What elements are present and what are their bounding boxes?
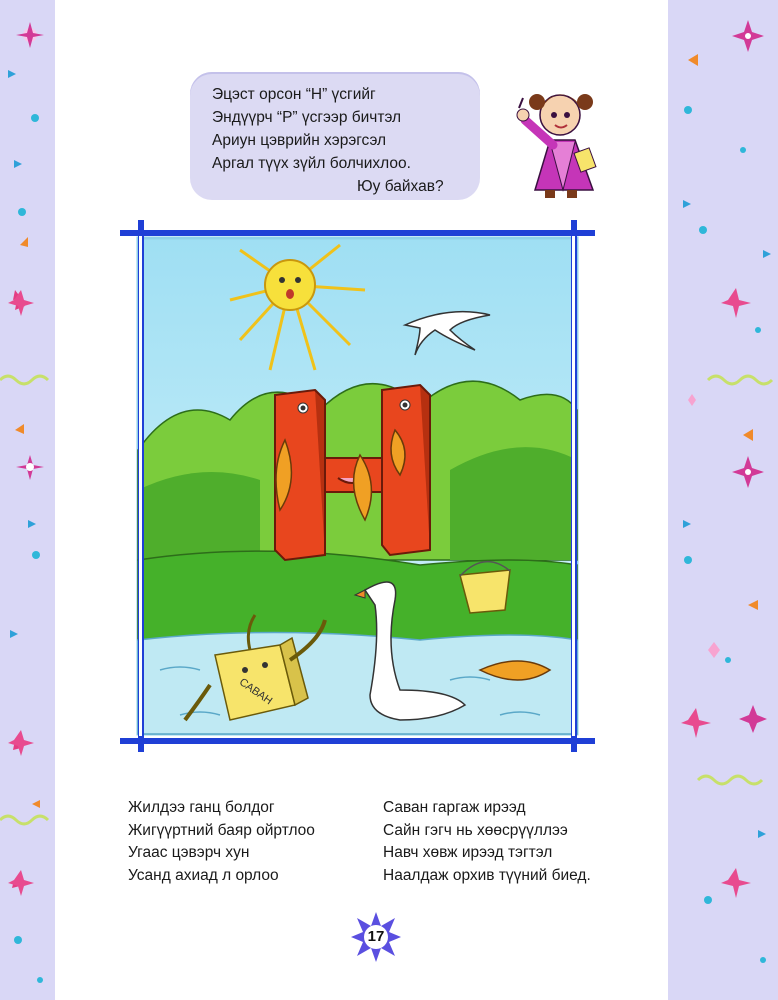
right-decor-panel — [668, 0, 778, 1000]
verse-left-column — [128, 797, 315, 887]
verse-line: Жигүүртний баяр ойртлоо — [128, 821, 315, 839]
verse-right-column — [383, 797, 591, 887]
soap-label: САВАН — [236, 676, 275, 708]
riddle-line-4: Аргал түүх зүйл болчихлоо. — [212, 155, 411, 172]
verse-line: Жилдээ ганц болдог — [128, 799, 275, 816]
verse-line: Навч хөвж ирээд тэгтэл — [383, 844, 553, 861]
left-decor-panel — [0, 0, 55, 1000]
girl-character-illustration — [505, 70, 610, 205]
letter-n-illustration — [120, 220, 595, 752]
verse-line: Угаас цэвэрч хун — [128, 844, 250, 861]
page-number: 17 — [367, 928, 385, 945]
verse-line: Сайн гэгч нь хөөсрүүллээ — [383, 821, 568, 839]
confetti-decoration — [0, 0, 55, 1000]
riddle-question: Юу байхав? — [357, 178, 444, 195]
confetti-decoration — [668, 0, 778, 1000]
riddle-line-1: Эцэст орсон “Н” үсгийг — [212, 86, 376, 103]
verse-line: Усанд ахиад л орлоо — [128, 866, 279, 884]
page-number-badge — [349, 910, 403, 964]
verse-line: Наалдаж орхив түүний биед. — [383, 866, 591, 884]
riddle-line-3: Ариун цэврийн хэрэгсэл — [212, 132, 387, 149]
verse-line: Саван гаргаж ирээд — [383, 799, 526, 816]
riddle-line-2: Эндүүрч “Р” үсгээр бичтэл — [212, 109, 402, 126]
